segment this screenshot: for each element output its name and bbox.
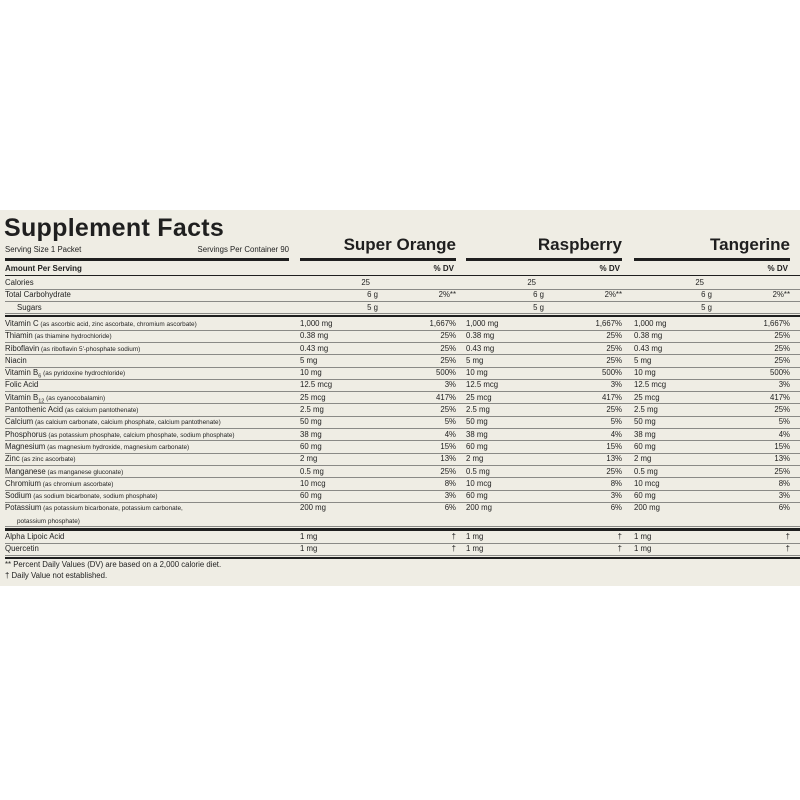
dv-cell: 4%: [610, 429, 622, 439]
dv-cell: 13%: [440, 454, 456, 464]
amount-cell: 10 mcg: [300, 478, 326, 488]
amount-cell: 12.5 mcg: [300, 380, 333, 390]
amount-cell: 1 mg: [300, 532, 318, 541]
amount-cell: 5 mg: [634, 355, 652, 365]
amount-cell: 25 mcg: [466, 392, 492, 402]
table-bottom-rule: [5, 557, 800, 559]
dv-cell: 25%: [440, 331, 456, 341]
dv-cell: 25%: [440, 466, 456, 476]
dv-cell: 15%: [774, 441, 790, 451]
amount-cell: 12.5 mcg: [634, 380, 667, 390]
flavor-header-tangerine: Tangerine: [710, 235, 790, 254]
nutrient-name: Calcium (as calcium carbonate, calcium phosphate, calcium pantothenate): [5, 417, 221, 427]
amount-cell: 0.5 mg: [466, 466, 490, 476]
amount-cell: 2 mg: [634, 454, 652, 464]
dv-cell: 15%: [440, 441, 456, 451]
amount-cell: 25: [361, 278, 370, 287]
amount-cell: 200 mg: [466, 503, 493, 513]
amount-cell: 50 mg: [634, 417, 656, 427]
serving-size: Serving Size 1 Packet: [5, 245, 82, 254]
nutrient-source: (as magnesium hydroxide, magnesium carbonate): [45, 443, 190, 451]
dv-cell: 3%: [444, 491, 456, 501]
dv-cell: 8%: [444, 478, 456, 488]
amount-cell: 2.5 mg: [466, 405, 490, 414]
panel-title: Supplement Facts: [4, 214, 225, 242]
amount-cell: 5 g: [533, 302, 544, 312]
dv-cell: 417%: [770, 392, 790, 402]
nutrient-source: (as riboflavin 5'-phosphate sodium): [39, 345, 141, 353]
dv-cell: 25%: [606, 343, 622, 353]
nutrient-name: Vitamin $B_{12}$ (as cyanocobalamin): [5, 392, 106, 405]
nutrient-source: (as thiamine hydrochloride): [32, 333, 112, 341]
dv-cell: 25%: [606, 331, 622, 341]
serving-info: [5, 245, 289, 254]
dv-cell: †: [785, 544, 790, 554]
amount-cell: 1,000 mg: [300, 318, 333, 328]
table-row: [5, 466, 800, 478]
dv-cell: 1,667%: [429, 318, 456, 328]
nutrient-source: (as manganese gluconate): [45, 468, 124, 476]
nutrient-source: (as pyridoxine hydrochloride): [41, 370, 126, 378]
nutrient-name: Calories: [5, 278, 34, 287]
footnote: ** Percent Daily Values (DV) are based on a 2,000 calorie diet.: [5, 559, 222, 569]
row-divider: [5, 313, 800, 314]
table-row: [5, 453, 800, 465]
amount-cell: 1 mg: [634, 532, 652, 541]
dv-cell: 4%: [444, 429, 456, 439]
nutrient-name: Zinc (as zinc ascorbate): [5, 454, 76, 464]
nutrient-source: (as chromium ascorbate): [40, 480, 114, 488]
table-row: [5, 441, 800, 453]
amount-cell: 2 mg: [300, 454, 318, 464]
dv-cell: 6%: [778, 503, 790, 513]
amount-cell: 12.5 mcg: [466, 380, 499, 390]
amount-cell: 0.38 mg: [466, 331, 495, 341]
dv-cell: 2%**: [438, 290, 456, 300]
flavor-header-raspberry: Raspberry: [537, 235, 622, 254]
flavor-header-super-orange: Super Orange: [343, 235, 456, 254]
amount-cell: 1 mg: [300, 544, 318, 554]
dv-cell: 25%: [774, 331, 790, 341]
table-row: [5, 289, 800, 301]
table-row: [5, 404, 800, 416]
amount-cell: 25 mcg: [300, 392, 326, 402]
table-row: [5, 330, 800, 342]
table-row: [5, 302, 800, 314]
table-row: [5, 478, 800, 490]
nutrient-name: Total Carbohydrate: [5, 290, 71, 300]
dv-header-raspberry: % DV: [599, 264, 620, 273]
dv-cell: 6%: [444, 503, 456, 513]
nutrient-source: (as zinc ascorbate): [19, 456, 76, 464]
nutrient-name: Niacin: [5, 355, 27, 365]
amount-cell: 0.43 mg: [634, 343, 663, 353]
amount-cell: 0.5 mg: [634, 466, 658, 476]
row-divider: [5, 526, 800, 527]
dv-cell: 25%: [606, 355, 622, 365]
dv-cell: 6%: [610, 503, 622, 513]
table-row: [5, 318, 800, 330]
amount-cell: 2.5 mg: [634, 405, 658, 414]
dv-cell: 3%: [444, 380, 456, 390]
dv-cell: 4%: [778, 429, 790, 439]
dv-header-orange: % DV: [433, 264, 454, 273]
dv-cell: 417%: [602, 392, 622, 402]
dv-cell: 500%: [436, 368, 456, 378]
amount-cell: 60 mg: [466, 491, 488, 501]
table-row: [5, 379, 800, 391]
dv-cell: †: [617, 544, 622, 554]
amount-cell: 1 mg: [634, 544, 652, 554]
dv-cell: 2%**: [604, 290, 622, 300]
table-row: [5, 416, 800, 428]
header-rule-left: [5, 258, 289, 261]
header-rule-orange: [300, 258, 456, 261]
dv-cell: 5%: [610, 417, 622, 427]
dv-cell: 417%: [436, 392, 456, 402]
nutrient-name: Pantothenic Acid (as calcium pantothenate): [5, 405, 139, 414]
servings-per-container: Servings Per Container 90: [197, 245, 289, 254]
nutrient-name: Magnesium (as magnesium hydroxide, magnesium carbonate): [5, 441, 190, 451]
amount-cell: 0.38 mg: [634, 331, 663, 341]
dv-cell: 25%: [440, 405, 456, 414]
dv-cell: 5%: [778, 417, 790, 427]
table-row: [5, 277, 800, 289]
nutrient-source: (as sodium bicarbonate, sodium phosphate): [31, 493, 158, 501]
amount-cell: 5 mg: [300, 355, 318, 365]
nutrient-source: potassium phosphate): [17, 517, 80, 525]
dv-cell: 25%: [774, 466, 790, 476]
amount-cell: 25: [695, 278, 704, 287]
amount-cell: 0.38 mg: [300, 331, 329, 341]
amount-cell: 200 mg: [300, 503, 327, 513]
dv-cell: 8%: [610, 478, 622, 488]
nutrient-name: Quercetin: [5, 544, 39, 554]
amount-cell: 10 mcg: [466, 478, 492, 488]
amount-cell: 10 mg: [634, 368, 656, 378]
footnote: † Daily Value not established.: [5, 570, 108, 580]
dv-cell: 13%: [774, 454, 790, 464]
table-row: [5, 367, 800, 379]
nutrient-name: Riboflavin (as riboflavin 5'-phosphate sodium): [5, 343, 141, 353]
amount-cell: 50 mg: [300, 417, 322, 427]
amount-cell: 0.43 mg: [300, 343, 329, 353]
table-row: [5, 392, 800, 404]
header-rule-tangerine: [634, 258, 790, 261]
dv-cell: 15%: [606, 441, 622, 451]
dv-cell: †: [451, 532, 456, 541]
table-row: [5, 543, 800, 555]
nutrient-name: Phosphorus (as potassium phosphate, calcium phosphate, sodium phosphate): [5, 429, 235, 439]
amount-cell: 5 mg: [466, 355, 484, 365]
amount-cell: 10 mcg: [634, 478, 660, 488]
nutrient-name: Alpha Lipoic Acid: [5, 532, 65, 541]
table-row: [5, 429, 800, 441]
dv-cell: 25%: [774, 405, 790, 414]
amount-cell: 50 mg: [466, 417, 488, 427]
header-rule-raspberry: [466, 258, 622, 261]
amount-cell: 38 mg: [300, 429, 322, 439]
amount-cell: 60 mg: [466, 441, 488, 451]
amount-cell: 5 g: [367, 302, 378, 312]
amount-cell: 5 g: [701, 302, 712, 312]
nutrient-name: Sodium (as sodium bicarbonate, sodium phosphate): [5, 491, 158, 501]
amount-cell: 6 g: [701, 290, 712, 300]
amount-cell: 38 mg: [634, 429, 656, 439]
amount-cell: 25 mcg: [634, 392, 660, 402]
dv-cell: 5%: [444, 417, 456, 427]
nutrient-source: (as calcium pantothenate): [63, 407, 139, 414]
dv-cell: 500%: [602, 368, 622, 378]
dv-cell: 25%: [606, 466, 622, 476]
table-row: [5, 515, 800, 527]
dv-cell: †: [617, 532, 622, 541]
table-row: [5, 502, 800, 514]
dv-cell: 8%: [778, 478, 790, 488]
header-thin-rule: [5, 275, 800, 276]
nutrient-name: Chromium (as chromium ascorbate): [5, 478, 114, 488]
dv-cell: †: [451, 544, 456, 554]
amount-cell: 1 mg: [466, 532, 484, 541]
amount-cell: 1,000 mg: [466, 318, 499, 328]
dv-header-tangerine: % DV: [767, 264, 788, 273]
nutrient-name: Thiamin (as thiamine hydrochloride): [5, 331, 112, 341]
nutrient-source: (as potassium bicarbonate, potassium carbonate,: [41, 505, 183, 513]
dv-cell: 3%: [610, 491, 622, 501]
amount-cell: 60 mg: [634, 491, 656, 501]
table-row: [5, 531, 800, 543]
amount-cell: 60 mg: [300, 491, 322, 501]
table-row: [5, 355, 800, 367]
dv-cell: 3%: [778, 380, 790, 390]
amount-cell: 60 mg: [634, 441, 656, 451]
nutrient-name: Vitamin $B_6$ (as pyridoxine hydrochloride): [5, 368, 126, 380]
dv-cell: 25%: [774, 343, 790, 353]
amount-cell: 0.5 mg: [300, 466, 324, 476]
amount-cell: 25: [527, 278, 536, 287]
nutrient-source: (as ascorbic acid, zinc ascorbate, chromium ascorbate): [38, 320, 197, 328]
dv-cell: 13%: [606, 454, 622, 464]
amount-cell: 1,000 mg: [634, 318, 667, 328]
amount-cell: 38 mg: [466, 429, 488, 439]
amount-cell: 200 mg: [634, 503, 661, 513]
nutrient-source: (as calcium carbonate, calcium phosphate, calcium pantothenate): [33, 419, 221, 427]
amount-cell: 2.5 mg: [300, 405, 324, 414]
table-row: [5, 490, 800, 502]
dv-cell: 500%: [770, 368, 790, 378]
dv-cell: 25%: [606, 405, 622, 414]
dv-cell: 25%: [774, 355, 790, 365]
nutrient-source: (as potassium phosphate, calcium phosphate, sodium phosphate): [46, 431, 235, 439]
amount-cell: 10 mg: [300, 368, 322, 378]
nutrient-name: Manganese (as manganese gluconate): [5, 466, 124, 476]
nutrient-source: (as cyanocobalamin): [44, 394, 106, 402]
nutrient-name: Potassium (as potassium bicarbonate, potassium carbonate,: [5, 503, 183, 513]
table-row: [5, 343, 800, 355]
amount-cell: 6 g: [533, 290, 544, 300]
amount-cell: 6 g: [367, 290, 378, 300]
amount-cell: 1 mg: [466, 544, 484, 554]
nutrient-name: Vitamin C (as ascorbic acid, zinc ascorbate, chromium ascorbate): [5, 318, 197, 328]
dv-cell: 1,667%: [595, 318, 622, 328]
amount-cell: 60 mg: [300, 441, 322, 451]
amount-cell: 0.43 mg: [466, 343, 495, 353]
dv-cell: 3%: [778, 491, 790, 501]
dv-cell: 25%: [440, 355, 456, 365]
row-divider: [5, 555, 800, 556]
dv-cell: 3%: [610, 380, 622, 390]
dv-cell: †: [785, 532, 790, 541]
nutrient-name: Sugars: [17, 302, 42, 312]
amount-cell: 10 mg: [466, 368, 488, 378]
dv-cell: 1,667%: [763, 318, 790, 328]
dv-cell: 25%: [440, 343, 456, 353]
nutrient-name: Folic Acid: [5, 380, 39, 390]
dv-cell: 2%**: [772, 290, 790, 300]
supplement-facts-panel: [0, 210, 800, 586]
amount-cell: 2 mg: [466, 454, 484, 464]
amount-per-serving-label: Amount Per Serving: [5, 264, 82, 273]
